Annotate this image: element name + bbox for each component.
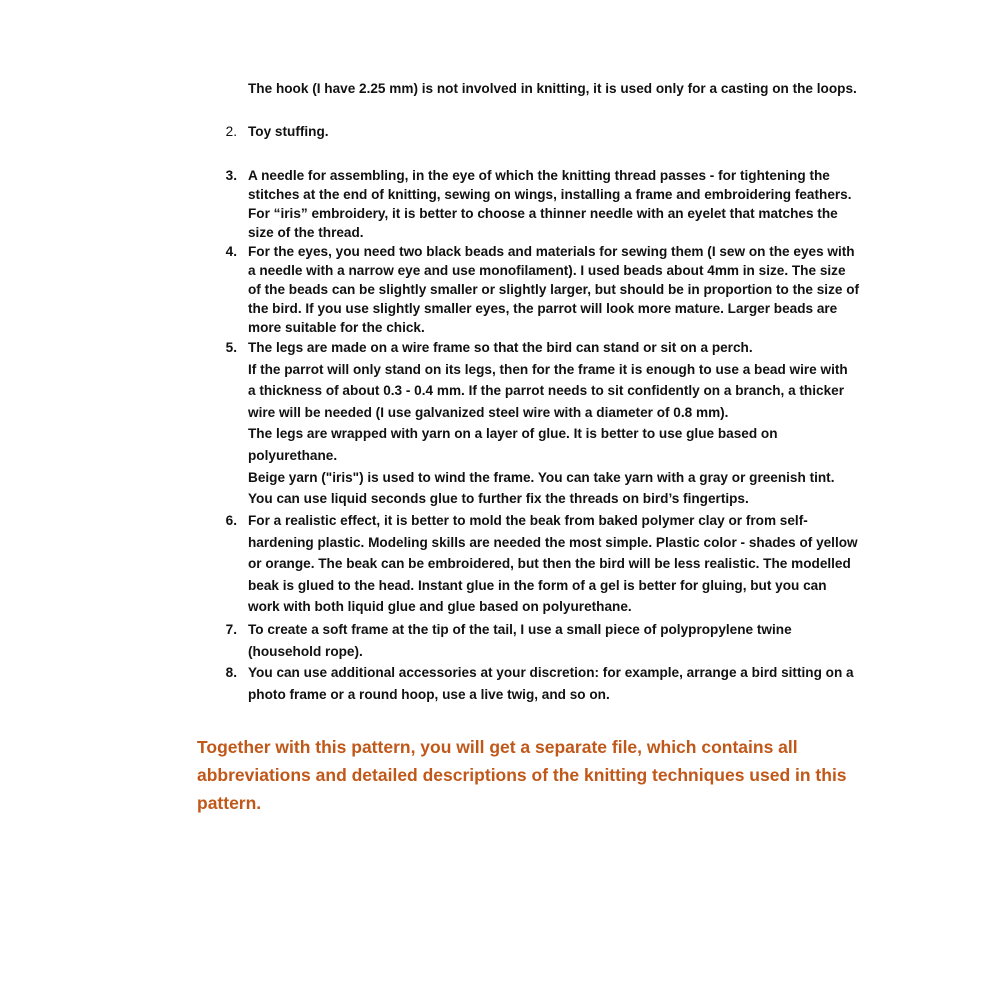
list-item-line: size of the thread. bbox=[248, 225, 364, 240]
closing-note bbox=[197, 733, 877, 817]
closing-note-line: Together with this pattern, you will get a separate file, which contains all bbox=[197, 737, 798, 757]
list-item-8 bbox=[213, 662, 873, 705]
list-item-line: The legs are made on a wire frame so that the bird can stand or sit on a perch. bbox=[248, 340, 753, 355]
list-item-line: Toy stuffing. bbox=[248, 124, 329, 139]
list-item-line: If the parrot will only stand on its legs, then for the frame it is enough to use a bead wire with bbox=[248, 361, 848, 377]
list-item-5 bbox=[213, 337, 873, 510]
list-item-line: beak is glued to the head. Instant glue in the form of a gel is better for gluing, but you can bbox=[248, 577, 827, 593]
list-number: 2. bbox=[225, 124, 237, 139]
list-number: 4. bbox=[225, 244, 237, 259]
list-item-line: polyurethane. bbox=[248, 447, 338, 463]
list-item-4 bbox=[213, 242, 873, 337]
list-number: 7. bbox=[225, 622, 237, 637]
list-item-line: hardening plastic. Modeling skills are needed the most simple. Plastic color - shades of yellow bbox=[248, 534, 858, 550]
list-item-line: stitches at the end of knitting, sewing on wings, installing a frame and embroidering feathers. bbox=[248, 187, 852, 202]
list-item-line: the bird. If you use slightly smaller eyes, the parrot will look more mature. Larger beads are bbox=[248, 301, 838, 316]
list-item-line: For the eyes, you need two black beads and materials for sewing them (I sew on the eyes with bbox=[248, 244, 855, 259]
list-item-line: You can use additional accessories at your discretion: for example, arrange a bird sitting on a bbox=[248, 665, 854, 680]
list-item-line: wire will be needed (I use galvanized steel wire with a diameter of 0.8 mm). bbox=[248, 404, 729, 420]
hook-note: The hook (I have 2.25 mm) is not involved in knitting, it is used only for a casting on the loops. bbox=[248, 81, 857, 96]
list-item-3 bbox=[213, 166, 873, 242]
list-item-line: a thickness of about 0.3 - 0.4 mm. If the parrot needs to sit confidently on a branch, a thicker bbox=[248, 383, 844, 399]
closing-note-line: pattern. bbox=[197, 793, 262, 813]
list-item-7 bbox=[213, 619, 873, 662]
list-number: 5. bbox=[225, 340, 237, 355]
list-item-line: (household rope). bbox=[248, 643, 363, 659]
list-number: 8. bbox=[225, 665, 237, 680]
list-number: 3. bbox=[225, 168, 237, 183]
closing-note-line: abbreviations and detailed descriptions of the knitting techniques used in this bbox=[197, 765, 847, 785]
list-item-line: Beige yarn ("iris") is used to wind the frame. You can take yarn with a gray or greenish tint. bbox=[248, 469, 835, 485]
list-item-line: a needle with a narrow eye and use monofilament). I used beads about 4mm in size. The size bbox=[248, 263, 846, 278]
list-item-line: The legs are wrapped with yarn on a layer of glue. It is better to use glue based on bbox=[248, 426, 778, 442]
list-item-line: For “iris” embroidery, it is better to choose a thinner needle with an eyelet that matches the bbox=[248, 206, 838, 221]
list-item-line: You can use liquid seconds glue to further fix the threads on bird’s fingertips. bbox=[248, 491, 749, 507]
list-item-line: of the beads can be slightly smaller or slightly larger, but should be in proportion to the size of bbox=[248, 282, 860, 297]
list-item-6 bbox=[213, 510, 873, 618]
list-item-line: To create a soft frame at the tip of the tail, I use a small piece of polypropylene twine bbox=[248, 622, 792, 637]
list-item-line: A needle for assembling, in the eye of which the knitting thread passes - for tightening the bbox=[248, 168, 830, 183]
list-item-2 bbox=[213, 122, 873, 141]
list-number: 6. bbox=[225, 513, 237, 528]
list-item-line: photo frame or a round hoop, use a live twig, and so on. bbox=[248, 686, 610, 702]
list-item-line: For a realistic effect, it is better to mold the beak from baked polymer clay or from self- bbox=[248, 513, 808, 528]
list-item-line: or orange. The beak can be embroidered, but then the bird will be less realistic. The modelled bbox=[248, 556, 851, 572]
list-item-line: work with both liquid glue and glue based on polyurethane. bbox=[248, 599, 632, 615]
list-item-line: more suitable for the chick. bbox=[248, 320, 425, 335]
